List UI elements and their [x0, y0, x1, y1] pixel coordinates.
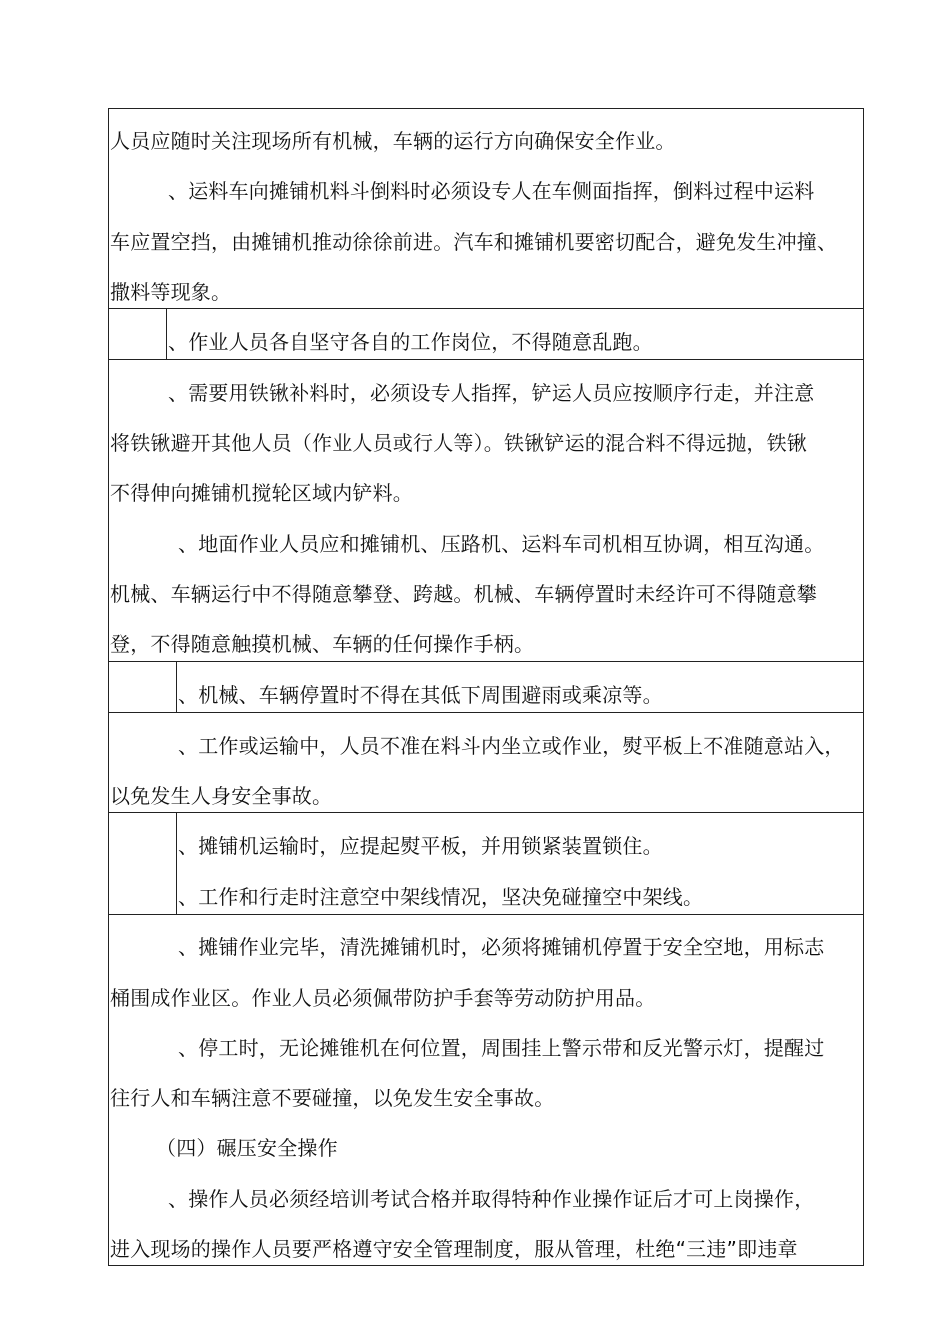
body-line: 、停工时，无论摊锥机在何位置，周围挂上警示带和反光警示灯，提醒过 [178, 1036, 825, 1060]
body-line: 以免发生人身安全事故。 [110, 784, 333, 808]
frame-rule [108, 359, 864, 360]
body-line: 、摊铺机运输时，应提起熨平板，并用锁紧装置锁住。 [178, 834, 663, 858]
body-line: 、作业人员各自坚守各自的工作岗位，不得随意乱跑。 [168, 330, 653, 354]
frame-rule [108, 661, 864, 662]
frame-rule [108, 812, 864, 813]
body-line: 、地面作业人员应和摊铺机、压路机、运料车司机相互协调，相互沟通。 [178, 532, 825, 556]
frame-inner-divider [176, 661, 177, 712]
body-line: 登，不得随意触摸机械、车辆的任何操作手柄。 [110, 632, 535, 656]
body-line: 、工作和行走时注意空中架线情况，坚决免碰撞空中架线。 [178, 885, 704, 909]
body-line: 、摊铺作业完毕，清洗摊铺机时，必须将摊铺机停置于安全空地，用标志 [178, 935, 825, 959]
frame-rule [108, 712, 864, 713]
body-line: 、运料车向摊铺机料斗倒料时必须设专人在车侧面指挥，倒料过程中运料 [168, 179, 815, 203]
body-line: 人员应随时关注现场所有机械，车辆的运行方向确保安全作业。 [110, 129, 676, 153]
body-line: 撒料等现象。 [110, 280, 232, 304]
frame-inner-divider [166, 308, 167, 359]
frame-rule [108, 914, 864, 915]
body-line: 往行人和车辆注意不要碰撞，以免发生安全事故。 [110, 1086, 555, 1110]
body-line: 不得伸向摊铺机搅轮区域内铲料。 [110, 481, 413, 505]
body-line: 、需要用铁锹补料时，必须设专人指挥，铲运人员应按顺序行走，并注意 [168, 381, 815, 405]
body-line: 进入现场的操作人员要严格遵守安全管理制度，服从管理，杜绝“三违”即违章 [110, 1237, 798, 1261]
body-line: 桶围成作业区。作业人员必须佩带防护手套等劳动防护用品。 [110, 986, 656, 1010]
frame-inner-divider [176, 812, 177, 914]
body-line: 将铁锹避开其他人员（作业人员或行人等）。铁锹铲运的混合料不得远抛，铁锹 [110, 431, 807, 455]
body-line: 、操作人员必须经培训考试合格并取得特种作业操作证后才可上岗操作， [168, 1187, 815, 1211]
body-line: 机械、车辆运行中不得随意攀登、跨越。机械、车辆停置时未经许可不得随意攀 [110, 582, 817, 606]
frame-top-border [108, 108, 864, 109]
frame-rule [108, 308, 864, 309]
frame-left-border [108, 108, 109, 1265]
body-line: 车应置空挡，由摊铺机推动徐徐前进。汽车和摊铺机要密切配合，避免发生冲撞、 [110, 230, 838, 254]
frame-right-border [863, 108, 864, 1265]
frame-bottom-border [108, 1265, 864, 1266]
body-line: 、工作或运输中，人员不准在料斗内坐立或作业，熨平板上不准随意站入， [178, 734, 845, 758]
body-line: 、机械、车辆停置时不得在其低下周围避雨或乘凉等。 [178, 683, 663, 707]
section-heading: （四）碾压安全操作 [156, 1136, 338, 1160]
